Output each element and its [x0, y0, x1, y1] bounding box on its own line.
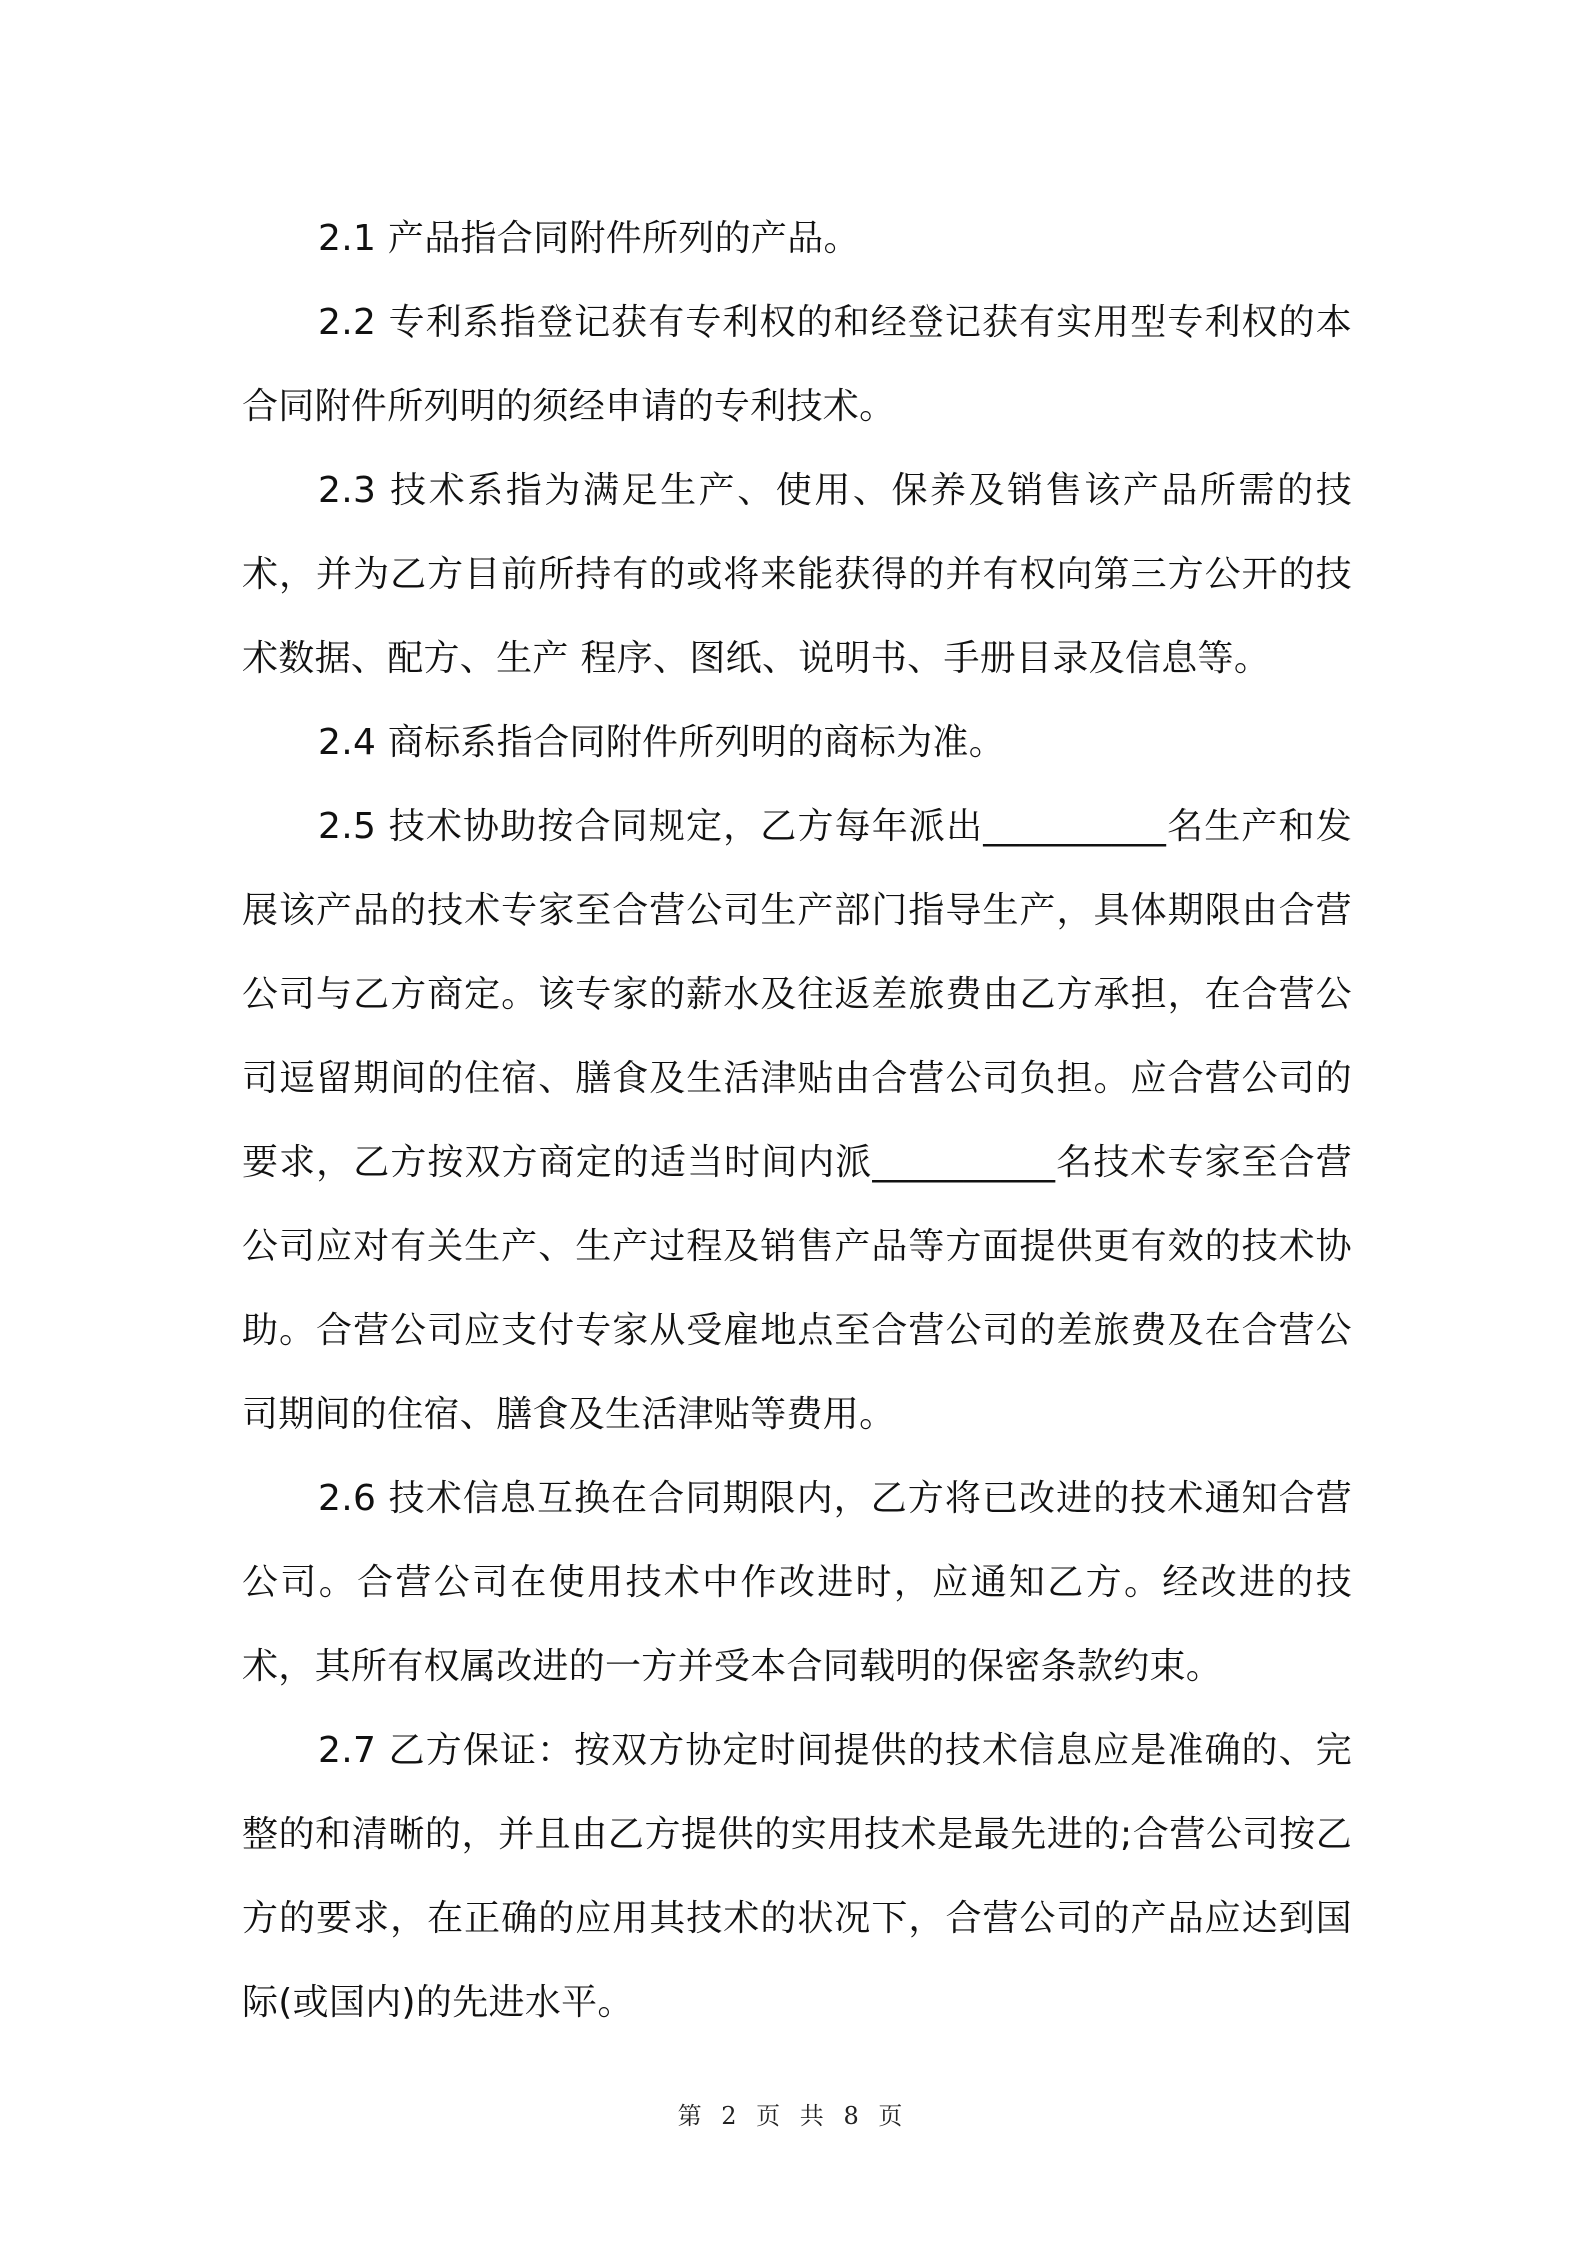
page-number-footer: 第 2 页 共 8 页 — [677, 2102, 909, 2130]
clause-2-4: 2.4 商标系指合同附件所列明的商标为准。 — [318, 722, 1005, 763]
clause-2-2: 2.2 专利系指登记获有专利权的和经登记获有实用型专利权的本合同附件所列明的须经申请的专利技术。 — [242, 302, 1352, 427]
clause-2-5: 2.5 技术协助按合同规定，乙方每年派出__________名生产和发展该产品的技术专家至合营公司生产部门指导生产，具体期限由合营公司与乙方商定。该专家的薪水及往返差旅费由乙方承担，在合营公司逗留期间的住宿、膳食及生活津贴由合营公司负担。应合营公司的要求，乙方按双方商定的适当时间内派__________名技术专家至合营公司应对有关生产、生产过程及销售产品等方面提供更有效的技术协助。合营公司应支付专家从受雇地点至合营公司的差旅费及在合营公司期间的住宿、膳食及生活津贴等费用。 — [242, 806, 1352, 1435]
clause-2-1: 2.1 产品指合同附件所列的产品。 — [318, 218, 860, 259]
clause-2-6: 2.6 技术信息互换在合同期限内，乙方将已改进的技术通知合营公司。合营公司在使用技术中作改进时，应通知乙方。经改进的技术，其所有权属改进的一方并受本合同载明的保密条款约束。 — [242, 1478, 1352, 1687]
clause-2-3: 2.3 技术系指为满足生产、使用、保养及销售该产品所需的技术，并为乙方目前所持有的或将来能获得的并有权向第三方公开的技术数据、配方、生产 程序、图纸、说明书、手册目录及信息等。 — [242, 470, 1352, 679]
document-body — [242, 197, 1352, 2045]
clause-2-7: 2.7 乙方保证：按双方协定时间提供的技术信息应是准确的、完整的和清晰的，并且由乙方提供的实用技术是最先进的;合营公司按乙方的要求，在正确的应用其技术的状况下，合营公司的产品应达到国际(或国内)的先进水平。 — [242, 1730, 1352, 2023]
